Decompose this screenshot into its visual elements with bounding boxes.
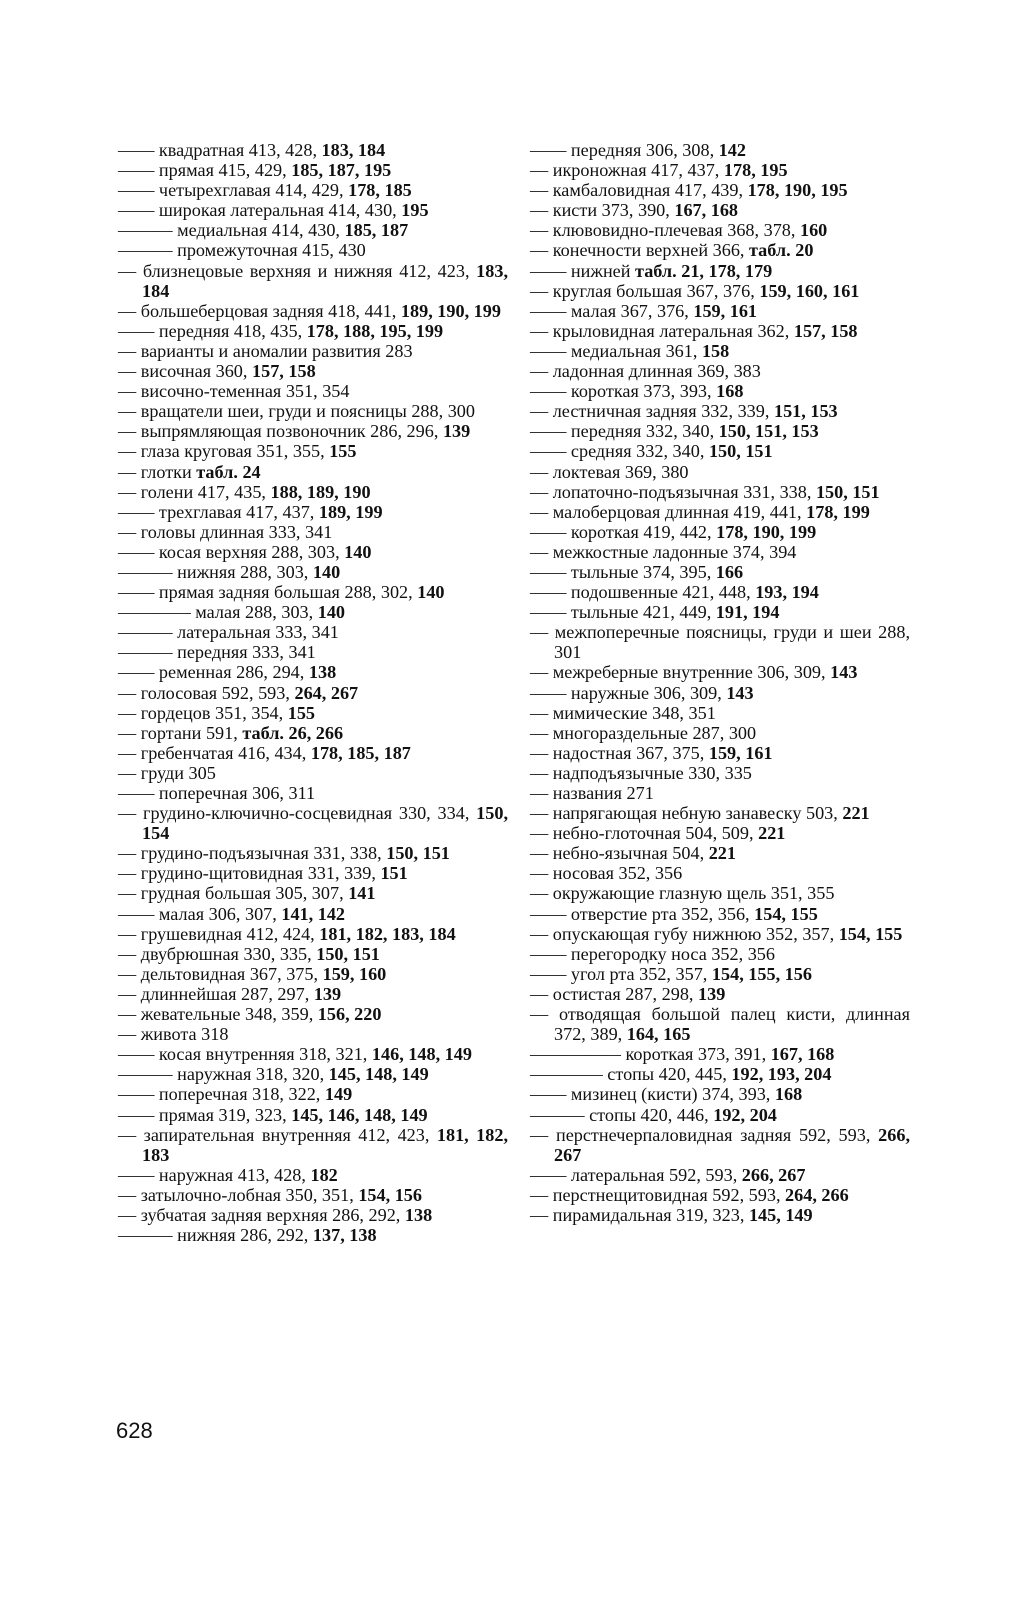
- index-entry: [118, 662, 508, 682]
- index-entry: [530, 361, 910, 381]
- figure-reference: 143: [726, 682, 754, 703]
- entry-text: — межреберные внутренние 306, 309,: [530, 662, 831, 683]
- index-entry: [118, 1044, 508, 1064]
- index-entry: [530, 984, 910, 1004]
- figure-reference: 178, 199: [806, 501, 870, 522]
- entry-text: —— медиальная 361,: [530, 340, 702, 361]
- index-entry: [118, 421, 508, 441]
- index-entry: [118, 763, 508, 783]
- figure-reference: 167, 168: [674, 200, 739, 221]
- figure-reference: 159, 161: [708, 742, 773, 763]
- index-entry: [118, 1024, 508, 1044]
- index-entry: [118, 783, 508, 803]
- page-number: 628: [116, 1418, 153, 1443]
- figure-reference: 154, 155: [838, 923, 903, 944]
- entry-text: —— перегородку носа 352, 356: [530, 943, 775, 964]
- entry-text: — перстнещитовидная 592, 593,: [530, 1184, 786, 1205]
- index-entry: [530, 341, 910, 361]
- entry-text: —— прямая задняя большая 288, 302,: [118, 582, 418, 603]
- figure-reference: 159, 160, 161: [759, 280, 860, 301]
- index-entry: [118, 602, 508, 622]
- entry-text: — голени 417, 435,: [118, 481, 271, 502]
- entry-text: — икроножная 417, 437,: [530, 160, 724, 181]
- figure-reference: 158: [701, 340, 730, 361]
- figure-reference: 150, 151: [386, 843, 450, 864]
- figure-reference: 139: [313, 983, 342, 1004]
- entry-text: — гребенчатая 416, 434,: [118, 742, 311, 763]
- entry-text: ——— нижняя 288, 303,: [118, 561, 313, 582]
- figure-reference: 266, 267: [554, 1124, 910, 1165]
- entry-text: —— широкая латеральная 414, 430,: [118, 200, 402, 221]
- entry-text: —— передняя 418, 435,: [118, 320, 307, 341]
- entry-text: — грушевидная 412, 424,: [118, 923, 320, 944]
- entry-text: — груди 305: [118, 762, 216, 783]
- entry-text: — носовая 352, 356: [530, 863, 683, 884]
- figure-reference: табл. 20: [749, 240, 814, 261]
- index-column-left: [118, 140, 508, 1245]
- entry-text: — зубчатая задняя верхняя 286, 292,: [118, 1204, 405, 1225]
- figure-reference: 145, 149: [748, 1204, 813, 1225]
- index-entry: [530, 944, 910, 964]
- index-entry: [118, 683, 508, 703]
- index-entry: [530, 1205, 910, 1225]
- index-entry: [530, 321, 910, 341]
- index-entry: [530, 542, 910, 562]
- entry-text: —— косая внутренняя 318, 321,: [118, 1044, 372, 1065]
- index-entry: [530, 1044, 910, 1064]
- figure-reference: 140: [344, 541, 372, 562]
- figure-reference: 143: [830, 662, 858, 683]
- index-entry: [118, 220, 508, 240]
- entry-text: — ладонная длинная 369, 383: [530, 361, 761, 382]
- figure-reference: 140: [417, 582, 445, 603]
- entry-text: —— подошвенные 421, 448,: [530, 582, 756, 603]
- entry-text: — гортани 591,: [118, 722, 243, 743]
- figure-reference: 167, 168: [770, 1044, 835, 1065]
- index-entry: [530, 401, 910, 421]
- entry-text: — гордецов 351, 354,: [118, 702, 288, 723]
- index-entry: [118, 200, 508, 220]
- index-entry: [118, 843, 508, 863]
- index-entry: [118, 582, 508, 602]
- figure-reference: 264, 266: [785, 1184, 849, 1205]
- index-entry: [530, 1064, 910, 1084]
- index-entry: [118, 904, 508, 924]
- figure-reference: 140: [317, 602, 346, 623]
- figure-reference: 266, 267: [741, 1164, 806, 1185]
- index-entry: [530, 883, 910, 903]
- entry-text: — жевательные 348, 359,: [118, 1004, 318, 1025]
- entry-text: —— наружные 306, 309,: [530, 682, 727, 703]
- index-entry: [118, 441, 508, 461]
- figure-reference: 151: [380, 863, 408, 884]
- entry-text: — крыловидная латеральная 362,: [530, 320, 794, 341]
- entry-text: — лопаточно-подъязычная 331, 338,: [530, 481, 816, 502]
- entry-text: — кисти 373, 390,: [530, 200, 675, 221]
- entry-text: ——— стопы 420, 446,: [530, 1104, 714, 1125]
- figure-reference: 140: [312, 561, 341, 582]
- index-entry: [530, 904, 910, 924]
- figure-reference: 189, 199: [318, 501, 383, 522]
- index-entry: [118, 562, 508, 582]
- entry-text: ———— малая 288, 303,: [118, 602, 318, 623]
- index-entry: [530, 220, 910, 240]
- figure-reference: 151, 153: [773, 401, 838, 422]
- index-entry: [530, 1105, 910, 1125]
- entry-text: — межкостные ладонные 374, 394: [530, 541, 797, 562]
- index-entry: [118, 944, 508, 964]
- index-entry: [118, 522, 508, 542]
- entry-text: —— тыльные 374, 395,: [530, 561, 716, 582]
- entry-text: — варианты и аномалии развития 283: [118, 340, 413, 361]
- index-entry: [530, 1165, 910, 1185]
- index-entry: [118, 883, 508, 903]
- entry-text: — глаза круговая 351, 355,: [118, 441, 330, 462]
- index-entry: [118, 803, 508, 843]
- entry-text: ——— медиальная 414, 430,: [118, 220, 345, 241]
- figure-reference: 221: [842, 803, 870, 824]
- index-entry: [530, 1084, 910, 1104]
- entry-text: — близнецовые верхняя и нижняя 412, 423,: [118, 260, 477, 281]
- index-entry: [530, 662, 910, 682]
- figure-reference: 139: [442, 421, 471, 442]
- figure-reference: 264, 267: [294, 682, 359, 703]
- figure-reference: 166: [715, 561, 744, 582]
- figure-reference: 157, 158: [252, 361, 316, 382]
- figure-reference: 189, 190, 199: [400, 300, 501, 321]
- entry-text: — небно-глоточная 504, 509,: [530, 823, 759, 844]
- index-entry: [118, 723, 508, 743]
- index-entry: [118, 401, 508, 421]
- figure-reference: 191, 194: [715, 602, 780, 623]
- entry-text: ——— наружная 318, 320,: [118, 1064, 329, 1085]
- index-entry: [118, 1004, 508, 1024]
- figure-reference: 178, 190, 195: [747, 180, 848, 201]
- index-entry: [530, 803, 910, 823]
- index-entry: [530, 783, 910, 803]
- index-entry: [118, 261, 508, 301]
- figure-reference: 178, 185, 187: [310, 742, 411, 763]
- index-entry: [530, 723, 910, 743]
- index-entry: [118, 743, 508, 763]
- figure-reference: 150, 151: [316, 943, 380, 964]
- entry-text: — остистая 287, 298,: [530, 983, 699, 1004]
- figure-reference: 156, 220: [317, 1004, 382, 1025]
- index-entry: [530, 421, 910, 441]
- index-entry: [530, 1185, 910, 1205]
- entry-text: ——— латеральная 333, 341: [118, 622, 339, 643]
- entry-text: — живота 318: [118, 1024, 229, 1045]
- index-entry: [530, 823, 910, 843]
- index-entry: [118, 1064, 508, 1084]
- figure-reference: 168: [774, 1084, 803, 1105]
- entry-text: —— малая 367, 376,: [530, 300, 694, 321]
- index-column-right: [530, 140, 910, 1225]
- index-entry: [118, 1225, 508, 1245]
- entry-text: —— малая 306, 307,: [118, 903, 282, 924]
- index-entry: [530, 140, 910, 160]
- index-entry: [530, 160, 910, 180]
- index-entry: [530, 743, 910, 763]
- entry-text: —— короткая 373, 393,: [530, 381, 717, 402]
- figure-reference: 142: [718, 140, 746, 160]
- figure-reference: 159, 161: [693, 300, 758, 321]
- entry-text: — клювовидно-плечевая 368, 378,: [530, 220, 800, 241]
- entry-text: — опускающая губу нижнюю 352, 357,: [530, 923, 839, 944]
- entry-text: —— отверстие рта 352, 356,: [530, 903, 755, 924]
- entry-text: —— наружная 413, 428,: [118, 1164, 311, 1185]
- index-entry: [118, 984, 508, 1004]
- index-entry: [118, 1205, 508, 1225]
- index-entry: [530, 281, 910, 301]
- figure-reference: 150, 151: [815, 481, 880, 502]
- figure-reference: 182: [310, 1164, 338, 1185]
- entry-text: ——— промежуточная 415, 430: [118, 240, 366, 261]
- figure-reference: 155: [287, 702, 316, 723]
- entry-text: —— ременная 286, 294,: [118, 662, 309, 683]
- figure-reference: 155: [329, 441, 357, 462]
- index-entry: [530, 582, 910, 602]
- figure-reference: 185, 187: [344, 220, 409, 241]
- index-entry: [118, 924, 508, 944]
- figure-reference: 141: [348, 883, 376, 904]
- figure-reference: 181, 182, 183, 184: [319, 923, 456, 944]
- index-entry: [118, 703, 508, 723]
- index-entry: [118, 1084, 508, 1104]
- entry-text: — грудино-подъязычная 331, 338,: [118, 843, 387, 864]
- figure-reference: 181, 182, 183: [142, 1124, 508, 1165]
- index-entry: [118, 642, 508, 662]
- entry-text: —— поперечная 318, 322,: [118, 1084, 325, 1105]
- index-entry: [530, 924, 910, 944]
- entry-text: — лестничная задняя 332, 339,: [530, 401, 774, 422]
- entry-text: — грудная большая 305, 307,: [118, 883, 349, 904]
- figure-reference: 193, 194: [755, 582, 819, 603]
- index-entry: [118, 321, 508, 341]
- entry-text: —— квадратная 413, 428,: [118, 140, 322, 160]
- entry-text: —— тыльные 421, 449,: [530, 602, 716, 623]
- entry-text: —— трехглавая 417, 437,: [118, 501, 319, 522]
- entry-text: —— косая верхняя 288, 303,: [118, 541, 345, 562]
- entry-text: — названия 271: [530, 783, 654, 803]
- figure-reference: 164, 165: [626, 1024, 691, 1045]
- index-entry: [530, 180, 910, 200]
- index-entry: [530, 462, 910, 482]
- entry-text: — локтевая 369, 380: [530, 461, 689, 482]
- entry-text: — надподъязычные 330, 335: [530, 762, 752, 783]
- index-entry: [118, 1165, 508, 1185]
- figure-reference: 192, 193, 204: [731, 1064, 832, 1085]
- entry-text: — пирамидальная 319, 323,: [530, 1204, 749, 1225]
- index-entry: [530, 622, 910, 662]
- entry-text: ——— нижняя 286, 292,: [118, 1225, 313, 1246]
- entry-text: — мимические 348, 351: [530, 702, 716, 723]
- index-entry: [530, 602, 910, 622]
- index-entry: [118, 542, 508, 562]
- figure-reference: 178, 195: [723, 160, 788, 181]
- index-entry: [118, 502, 508, 522]
- figure-reference: 138: [404, 1204, 433, 1225]
- figure-reference: 150, 154: [142, 803, 508, 844]
- entry-text: — большеберцовая задняя 418, 441,: [118, 300, 401, 321]
- entry-text: —— передняя 332, 340,: [530, 421, 719, 442]
- entry-text: — многораздельные 287, 300: [530, 722, 757, 743]
- entry-text: — глотки: [118, 461, 197, 482]
- entry-text: —— прямая 415, 429,: [118, 160, 292, 181]
- entry-text: — височная 360,: [118, 361, 252, 382]
- index-entry: [118, 381, 508, 401]
- figure-reference: 159, 160: [322, 963, 387, 984]
- index-entry: [118, 240, 508, 260]
- index-entry: [118, 964, 508, 984]
- figure-reference: 146, 148, 149: [371, 1044, 472, 1065]
- figure-reference: 141, 142: [281, 903, 346, 924]
- entry-text: — грудино-щитовидная 331, 339,: [118, 863, 381, 884]
- entry-text: — головы длинная 333, 341: [118, 521, 333, 542]
- entry-text: —— нижней: [530, 260, 636, 281]
- index-entry: [118, 1125, 508, 1165]
- index-entry: [118, 160, 508, 180]
- entry-text: — выпрямляющая позвоночник 286, 296,: [118, 421, 443, 442]
- index-entry: [118, 1185, 508, 1205]
- figure-reference: 178, 190, 199: [716, 521, 817, 542]
- figure-reference: 221: [708, 843, 736, 864]
- figure-reference: 145, 148, 149: [328, 1064, 429, 1085]
- entry-text: —— мизинец (кисти) 374, 393,: [530, 1084, 775, 1105]
- entry-text: — голосовая 592, 593,: [118, 682, 295, 703]
- figure-reference: 183, 184: [142, 260, 508, 301]
- entry-text: — конечности верхней 366,: [530, 240, 750, 261]
- entry-text: — круглая большая 367, 376,: [530, 280, 760, 301]
- figure-reference: 139: [698, 983, 726, 1004]
- figure-reference: 157, 158: [793, 320, 858, 341]
- index-entry: [530, 703, 910, 723]
- entry-text: — грудино-ключично-сосцевидная 330, 334,: [118, 803, 477, 824]
- figure-reference: 149: [324, 1084, 353, 1105]
- index-entry: [118, 180, 508, 200]
- figure-reference: 195: [401, 200, 429, 221]
- entry-text: ————— короткая 373, 391,: [530, 1044, 771, 1065]
- figure-reference: 138: [308, 662, 337, 683]
- entry-text: — напрягающая небную занавеску 503,: [530, 803, 843, 824]
- index-entry: [530, 441, 910, 461]
- index-entry: [530, 200, 910, 220]
- figure-reference: 178, 185: [348, 180, 412, 201]
- index-entry: [530, 843, 910, 863]
- entry-text: — длиннейшая 287, 297,: [118, 983, 314, 1004]
- index-entry: [530, 1004, 910, 1044]
- figure-reference: 150, 151: [708, 441, 773, 462]
- index-entry: [118, 140, 508, 160]
- entry-text: — запирательная внутренняя 412, 423,: [118, 1124, 437, 1145]
- index-entry: [530, 683, 910, 703]
- entry-text: —— угол рта 352, 357,: [530, 963, 712, 984]
- entry-text: —— четырехглавая 414, 429,: [118, 180, 349, 201]
- index-entry: [118, 361, 508, 381]
- entry-text: — дельтовидная 367, 375,: [118, 963, 323, 984]
- figure-reference: 160: [799, 220, 828, 241]
- index-entry: [530, 522, 910, 542]
- entry-text: — малоберцовая длинная 419, 441,: [530, 501, 807, 522]
- entry-text: — отводящая большой палец кисти, длинная 372, 389,: [530, 1004, 910, 1045]
- index-entry: [530, 863, 910, 883]
- index-entry: [118, 863, 508, 883]
- index-entry: [530, 1125, 910, 1165]
- index-entry: [530, 502, 910, 522]
- index-entry: [530, 240, 910, 260]
- index-entry: [118, 1105, 508, 1125]
- entry-text: — затылочно-лобная 350, 351,: [118, 1184, 359, 1205]
- index-entry: [530, 482, 910, 502]
- entry-text: ———— стопы 420, 445,: [530, 1064, 732, 1085]
- index-entry: [530, 562, 910, 582]
- figure-reference: 192, 204: [713, 1104, 777, 1125]
- index-entry: [530, 261, 910, 281]
- entry-text: — перстнечерпаловидная задняя 592, 593,: [530, 1124, 879, 1145]
- entry-text: ——— передняя 333, 341: [118, 642, 316, 663]
- index-entry: [118, 622, 508, 642]
- entry-text: —— короткая 419, 442,: [530, 521, 717, 542]
- entry-text: — двубрюшная 330, 335,: [118, 943, 317, 964]
- entry-text: —— передняя 306, 308,: [530, 140, 719, 160]
- index-entry: [530, 763, 910, 783]
- index-entry: [530, 301, 910, 321]
- entry-text: —— латеральная 592, 593,: [530, 1164, 742, 1185]
- entry-text: —— прямая 319, 323,: [118, 1104, 292, 1125]
- figure-reference: 154, 155: [754, 903, 818, 924]
- entry-text: —— поперечная 306, 311: [118, 783, 316, 803]
- entry-text: — небно-язычная 504,: [530, 843, 709, 864]
- entry-text: — межпоперечные поясницы, груди и шеи 288, 301: [530, 622, 910, 663]
- entry-text: — надостная 367, 375,: [530, 742, 709, 763]
- figure-reference: 178, 188, 195, 199: [306, 320, 444, 341]
- entry-text: — камбаловидная 417, 439,: [530, 180, 748, 201]
- figure-reference: 154, 156: [358, 1184, 422, 1205]
- figure-reference: табл. 24: [196, 461, 261, 482]
- figure-reference: 185, 187, 195: [291, 160, 392, 181]
- entry-text: — вращатели шеи, груди и поясницы 288, 300: [118, 401, 475, 422]
- index-entry: [118, 341, 508, 361]
- index-entry: [118, 301, 508, 321]
- figure-reference: 168: [716, 381, 744, 402]
- figure-reference: 221: [758, 823, 786, 844]
- figure-reference: 154, 155, 156: [711, 963, 812, 984]
- figure-reference: 183, 184: [321, 140, 386, 160]
- index-entry: [118, 482, 508, 502]
- figure-reference: табл. 26, 266: [242, 722, 344, 743]
- index-entry: [118, 462, 508, 482]
- index-entry: [530, 964, 910, 984]
- entry-text: —— средняя 332, 340,: [530, 441, 709, 462]
- entry-text: — окружающие глазную щель 351, 355: [530, 883, 835, 904]
- figure-reference: 145, 146, 148, 149: [291, 1104, 428, 1125]
- figure-reference: 188, 189, 190: [270, 481, 371, 502]
- figure-reference: 150, 151, 153: [718, 421, 819, 442]
- figure-reference: табл. 21, 178, 179: [635, 260, 773, 281]
- entry-text: — височно-теменная 351, 354: [118, 381, 350, 402]
- index-entry: [530, 381, 910, 401]
- figure-reference: 137, 138: [312, 1225, 377, 1246]
